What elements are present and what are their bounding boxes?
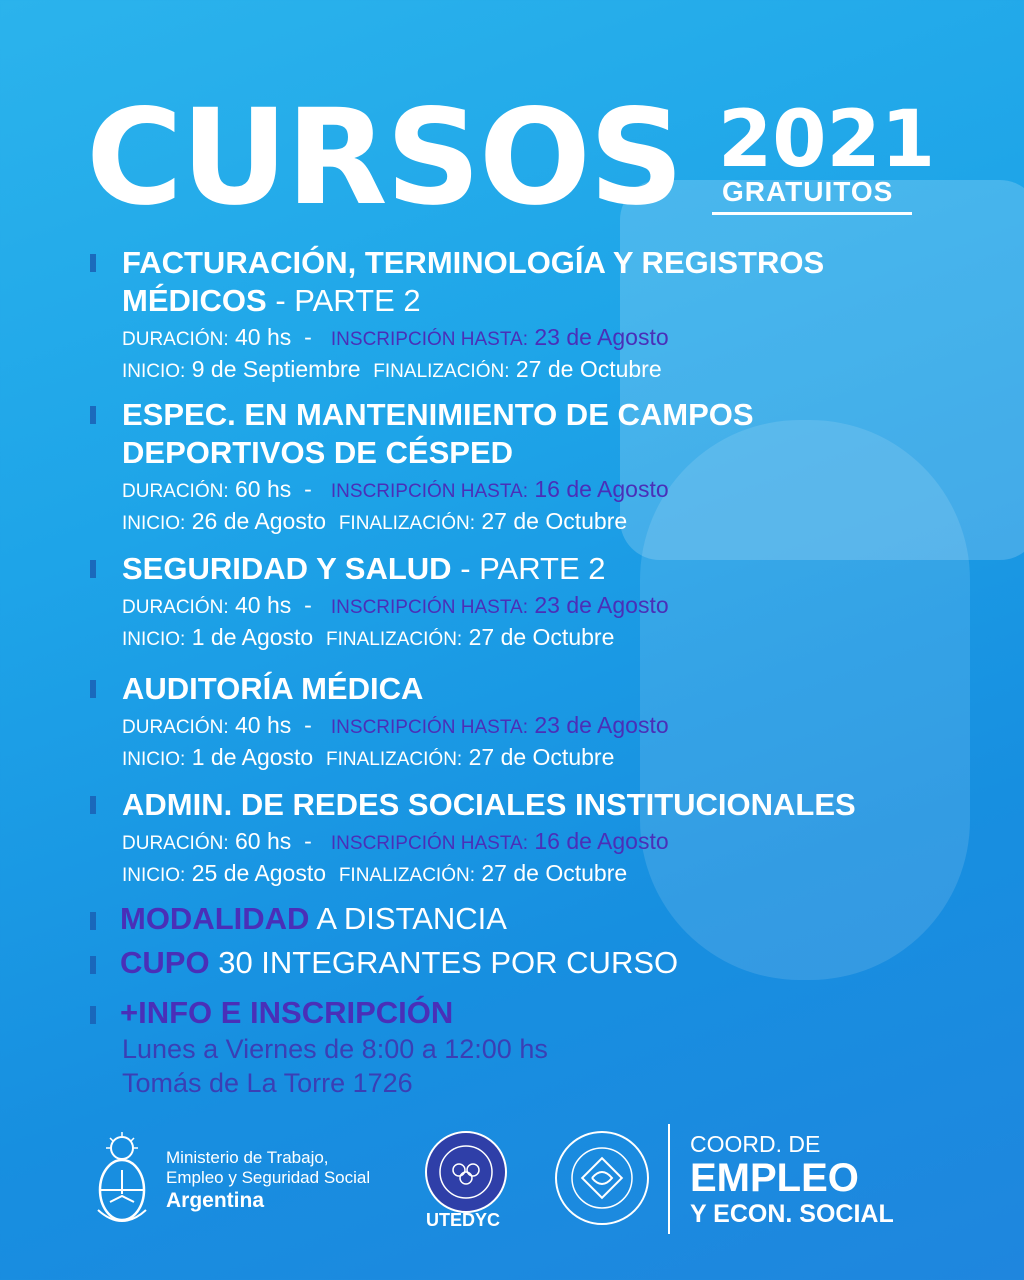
course-title: FACTURACIÓN, TERMINOLOGÍA Y REGISTROS MÉDICOS - PARTE 2 (122, 245, 825, 318)
course-meta-row2: INICIO: 25 de Agosto FINALIZACIÓN: 27 de Octubre (122, 860, 628, 886)
course-meta-row1: DURACIÓN: 40 hs - INSCRIPCIÓN HASTA: 23 de Agosto (122, 712, 669, 738)
course-part: - PARTE 2 (275, 283, 421, 318)
funes-seal-icon (552, 1128, 652, 1228)
contact-label: +INFO E INSCRIPCIÓN (120, 995, 454, 1030)
course-meta-row2: INICIO: 1 de Agosto FINALIZACIÓN: 27 de Octubre (122, 744, 615, 770)
hero-subtitle: GRATUITOS (722, 176, 894, 207)
quota-value: 30 INTEGRANTES POR CURSO (218, 945, 679, 980)
bullet-bar (90, 254, 96, 272)
bullet-bar (90, 1006, 96, 1024)
bullet-bar (90, 406, 96, 424)
course-meta-row2: INICIO: 1 de Agosto FINALIZACIÓN: 27 de Octubre (122, 624, 615, 650)
quota-line (90, 944, 950, 984)
course-meta-row1: DURACIÓN: 40 hs - INSCRIPCIÓN HASTA: 23 de Agosto (122, 324, 669, 350)
course-title: SEGURIDAD Y SALUD - PARTE 2 (122, 551, 606, 586)
contact-hours: Lunes a Viernes de 8:00 a 12:00 hs (122, 1034, 548, 1064)
course-meta-row1: DURACIÓN: 40 hs - INSCRIPCIÓN HASTA: 23 de Agosto (122, 592, 669, 618)
course-meta-row1: DURACIÓN: 60 hs - INSCRIPCIÓN HASTA: 16 de Agosto (122, 476, 669, 502)
bullet-bar (90, 796, 96, 814)
course-meta-row1: DURACIÓN: 60 hs - INSCRIPCIÓN HASTA: 16 de Agosto (122, 828, 669, 854)
course-item (90, 396, 950, 536)
course-title: AUDITORÍA MÉDICA (122, 671, 424, 706)
hero-title: CURSOS (86, 81, 683, 235)
contact-address: Tomás de La Torre 1726 (122, 1068, 413, 1098)
bullet-bar (90, 560, 96, 578)
course-meta-row2: INICIO: 9 de Septiembre FINALIZACIÓN: 27 de Octubre (122, 356, 662, 382)
ministry-text: Ministerio de Trabajo, Empleo y Seguridad Social Argentina (166, 1148, 371, 1212)
argentina-coat-of-arms-icon (92, 1132, 152, 1230)
modality-label: MODALIDAD (120, 901, 310, 936)
footer-logos (0, 1120, 1024, 1260)
bullet-bar (90, 956, 96, 974)
modality-value: A DISTANCIA (316, 901, 507, 936)
hero-underline (712, 212, 912, 215)
divider-line (668, 1124, 670, 1234)
course-item (90, 244, 950, 384)
course-item (90, 670, 950, 770)
bullet-bar (90, 912, 96, 930)
modality-line (90, 900, 950, 940)
course-item (90, 550, 950, 650)
course-title: ESPEC. EN MANTENIMIENTO DE CAMPOS DEPORTIVOS DE CÉSPED (122, 397, 754, 470)
coord-empleo-logo: COORD. DE EMPLEO Y ECON. SOCIAL (690, 1131, 894, 1228)
course-item (90, 786, 950, 886)
utedyc-seal-icon (424, 1130, 508, 1214)
course-title: ADMIN. DE REDES SOCIALES INSTITUCIONALES (122, 787, 856, 822)
utedyc-label: UTEDYC (426, 1210, 501, 1230)
hero-header (86, 81, 936, 235)
bullet-bar (90, 680, 96, 698)
course-meta-row2: INICIO: 26 de Agosto FINALIZACIÓN: 27 de Octubre (122, 508, 628, 534)
hero-year: 2021 (718, 95, 936, 185)
contact-block (90, 994, 950, 1104)
quota-label: CUPO (120, 945, 210, 980)
